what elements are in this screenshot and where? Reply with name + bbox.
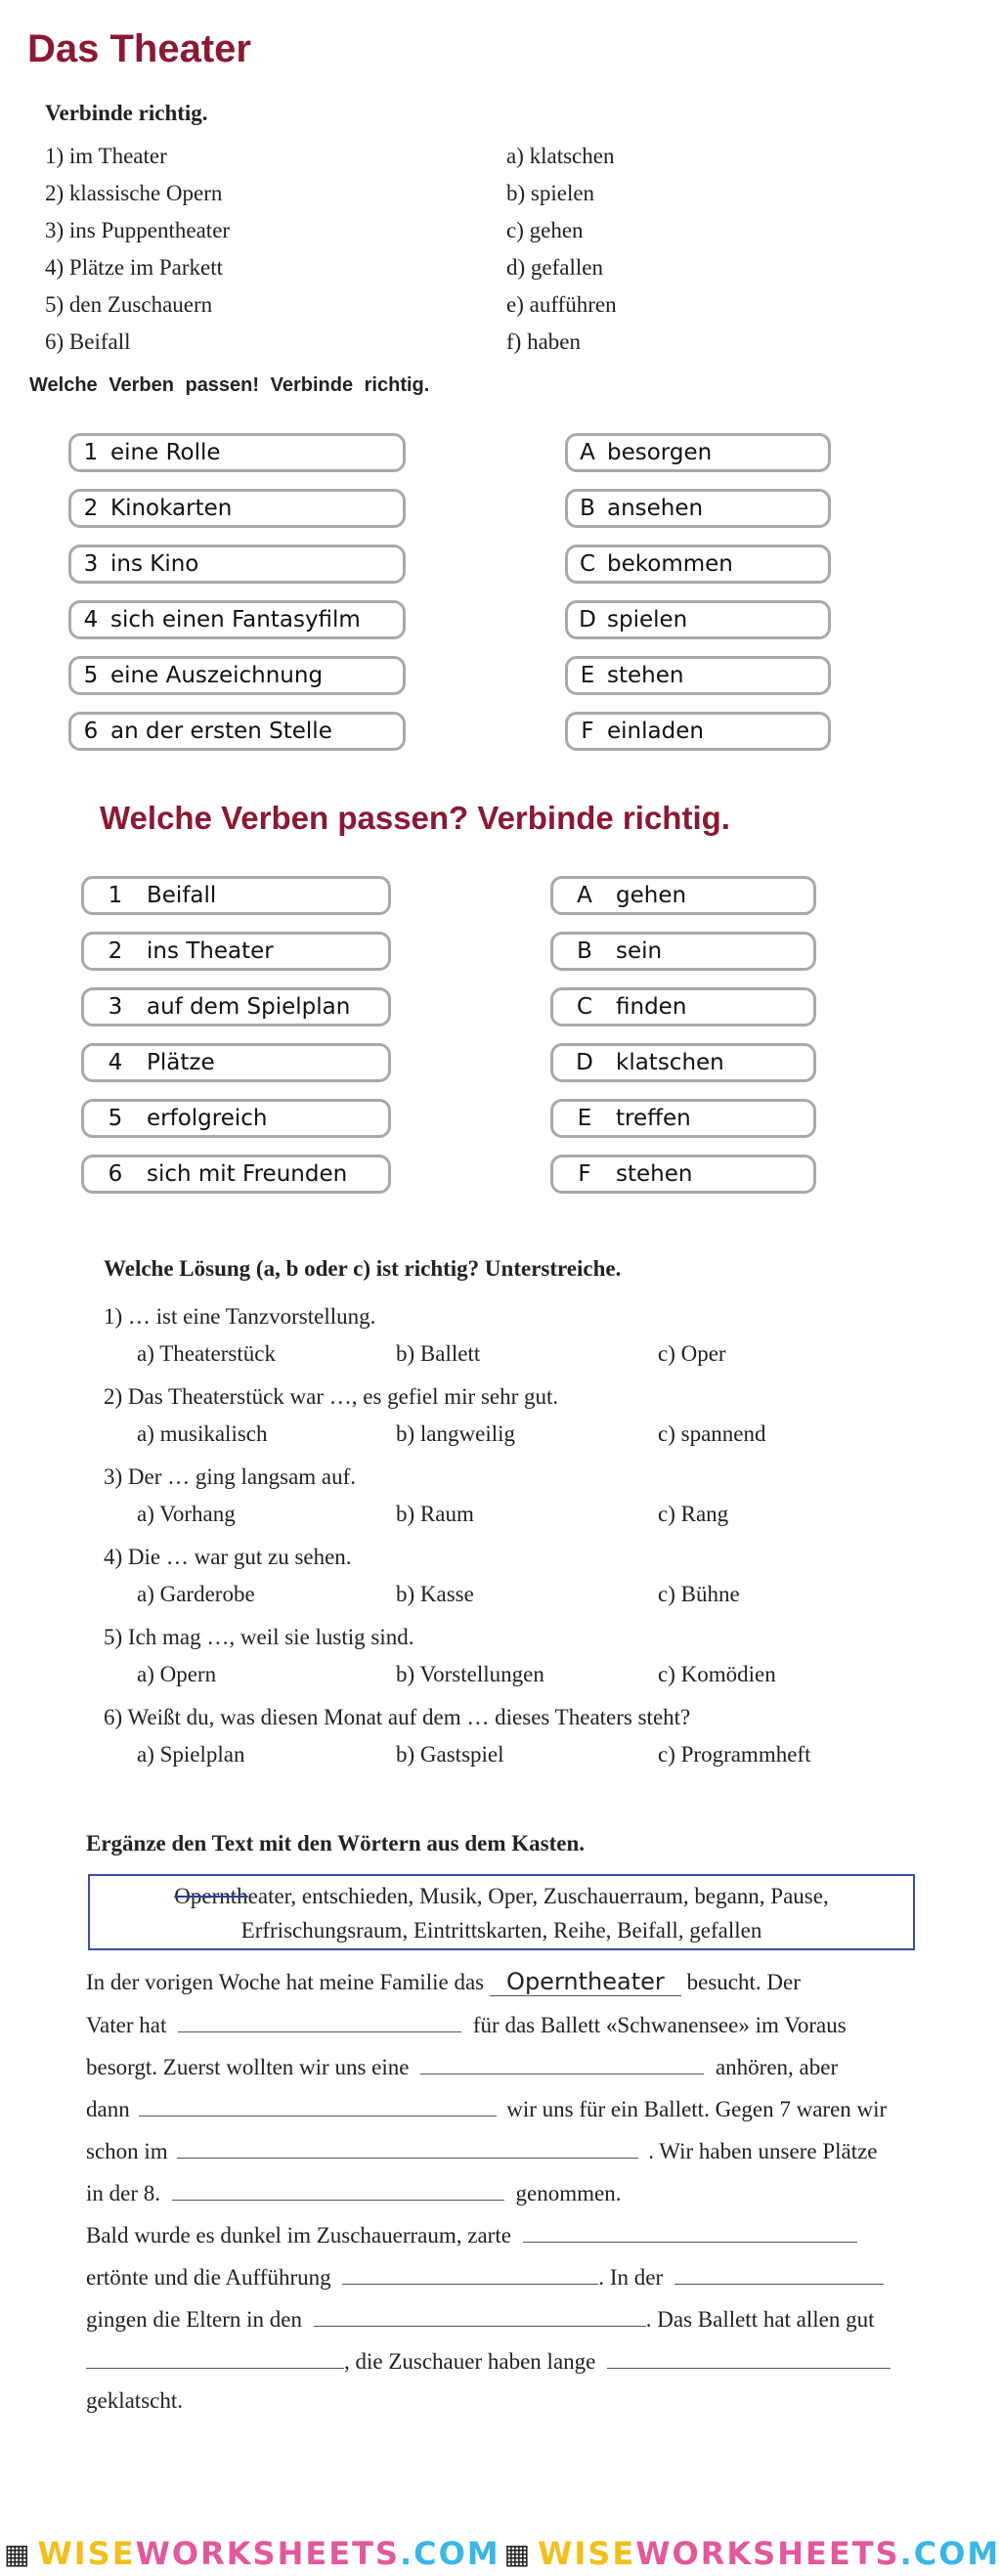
- ex2-left-box[interactable]: [68, 545, 406, 584]
- ex4-question: 2) Das Theaterstück war …, es gefiel mir sehr gut.: [104, 1384, 559, 1409]
- ex3-right-letter: B: [577, 939, 592, 964]
- ex3-right-box[interactable]: [550, 932, 816, 971]
- ex3-right-box[interactable]: [550, 876, 816, 915]
- ex3-left-num: 6: [108, 1161, 123, 1187]
- blank-input[interactable]: [314, 2304, 646, 2327]
- blank-input[interactable]: [172, 2178, 504, 2201]
- ex2-right-box[interactable]: [565, 600, 831, 639]
- text-segment: ertönte und die Aufführung: [86, 2265, 331, 2290]
- ex3-right-text: finden: [616, 994, 687, 1020]
- ex3-left-num: 3: [108, 994, 123, 1020]
- page-title: Das Theater: [27, 27, 251, 70]
- ex1-left-item: 5) den Zuschauern: [45, 292, 213, 317]
- footer-wise: WISE: [37, 2535, 136, 2572]
- ex3-right-text: treffen: [616, 1106, 691, 1131]
- ex1-right-item: d) gefallen: [506, 255, 603, 280]
- text-segment: . In der: [598, 2265, 664, 2290]
- blank-input[interactable]: [178, 2010, 461, 2032]
- ex4-option-a[interactable]: a) musikalisch: [137, 1421, 268, 1446]
- text-segment: anhören, aber: [715, 2055, 839, 2079]
- ex4-option-a[interactable]: a) Vorhang: [137, 1502, 236, 1526]
- ex2-left-text: ins Kino: [110, 551, 199, 577]
- ex3-left-text: Beifall: [147, 883, 217, 908]
- word-box-line-2: Erfrischungsraum, Eintrittskarten, Reihe, Beifall, gefallen: [240, 1918, 762, 1943]
- blank-input[interactable]: [674, 2262, 884, 2285]
- ex3-left-text: Plätze: [147, 1050, 215, 1075]
- footer-com: .COM: [399, 2535, 500, 2572]
- ex3-left-text: auf dem Spielplan: [147, 994, 351, 1020]
- ex4-option-c[interactable]: c) Rang: [658, 1502, 729, 1526]
- text-segment: schon im: [86, 2139, 168, 2163]
- ex3-heading: Welche Verben passen? Verbinde richtig.: [100, 800, 730, 836]
- word-box-line-1: [90, 1879, 913, 1913]
- ex2-right-box[interactable]: [565, 489, 831, 528]
- ex4-option-c[interactable]: c) Programmheft: [658, 1742, 811, 1767]
- text-segment: wir uns für ein Ballett. Gegen 7 waren wir: [506, 2097, 888, 2121]
- ex2-right-text: bekommen: [607, 551, 733, 577]
- wiseworksheets-logo-icon: ▦: [4, 2537, 32, 2570]
- ex1-right-item: a) klatschen: [506, 144, 615, 168]
- ex2-right-box[interactable]: [565, 656, 831, 695]
- ex3-right-box[interactable]: [550, 987, 816, 1026]
- text-line-6: [86, 2178, 621, 2206]
- text-line-3: [86, 2052, 838, 2080]
- ex1-left-item: 6) Beifall: [45, 329, 131, 354]
- word-box: [88, 1874, 915, 1950]
- text-line-1: [86, 1968, 801, 1996]
- ex2-right-box[interactable]: [565, 545, 831, 584]
- ex4-option-b[interactable]: b) Gastspiel: [396, 1742, 504, 1767]
- ex4-option-c[interactable]: c) Oper: [658, 1341, 726, 1366]
- text-segment: . Das Ballett hat allen gut: [645, 2307, 875, 2332]
- text-segment: , die Zuschauer haben lange: [344, 2349, 596, 2374]
- ex2-left-text: an der ersten Stelle: [110, 719, 332, 744]
- ex4-instruction: Welche Lösung (a, b oder c) ist richtig? Unterstreiche.: [104, 1256, 622, 1281]
- ex2-right-text: einladen: [607, 719, 704, 744]
- text-segment: Bald wurde es dunkel im Zuschauerraum, zarte: [86, 2223, 511, 2248]
- text-segment: besorgt. Zuerst wollten wir uns eine: [86, 2055, 410, 2079]
- ex2-instruction: Welche Verben passen! Verbinde richtig.: [29, 374, 430, 396]
- footer-worksheets: WORKSHEETS: [635, 2535, 900, 2572]
- ex4-question: 3) Der … ging langsam auf.: [104, 1464, 357, 1489]
- ex3-right-text: stehen: [616, 1161, 693, 1187]
- ex1-right-item: e) aufführen: [506, 292, 617, 317]
- text-segment: in der 8.: [86, 2181, 161, 2205]
- ex4-option-b[interactable]: b) Raum: [396, 1502, 474, 1526]
- text-line-9: [86, 2304, 875, 2333]
- text-segment: Vater hat: [86, 2013, 167, 2037]
- blank-input[interactable]: [607, 2346, 891, 2369]
- ex4-option-a[interactable]: a) Garderobe: [137, 1582, 255, 1606]
- footer-watermark: [0, 2535, 1000, 2572]
- ex2-right-box[interactable]: [565, 712, 831, 751]
- ex2-left-box[interactable]: [68, 433, 406, 472]
- ex3-left-box[interactable]: [81, 987, 391, 1026]
- ex2-left-num: 5: [83, 663, 99, 688]
- ex4-question: 6) Weißt du, was diesen Monat auf dem … dieses Theaters steht?: [104, 1705, 691, 1729]
- struck-word: Opernth: [174, 1884, 248, 1908]
- text-segment: gingen die Eltern in den: [86, 2307, 302, 2332]
- blank-input[interactable]: [139, 2094, 497, 2117]
- ex3-right-text: sein: [616, 939, 663, 964]
- ex5-instruction: Ergänze den Text mit den Wörtern aus dem Kasten.: [86, 1831, 586, 1856]
- ex2-right-box[interactable]: [565, 433, 831, 472]
- ex3-right-letter: C: [576, 994, 593, 1020]
- text-line-2: [86, 2010, 847, 2038]
- ex2-left-box[interactable]: [68, 489, 406, 528]
- ex1-left-item: 2) klassische Opern: [45, 181, 223, 205]
- ex3-left-box[interactable]: [81, 1099, 391, 1138]
- ex2-right-text: besorgen: [607, 440, 713, 465]
- ex3-right-letter: D: [576, 1050, 593, 1075]
- ex2-left-text: eine Rolle: [110, 440, 221, 465]
- ex4-option-c[interactable]: c) Bühne: [658, 1582, 740, 1606]
- ex3-left-num: 5: [108, 1106, 123, 1131]
- ex3-right-letter: A: [577, 883, 592, 908]
- ex3-left-box[interactable]: [81, 876, 391, 915]
- ex2-right-text: ansehen: [607, 496, 704, 521]
- ex4-option-b[interactable]: b) Ballett: [396, 1341, 481, 1366]
- ex1-left-item: 4) Plätze im Parkett: [45, 255, 224, 280]
- text-segment: dann: [86, 2097, 130, 2121]
- ex2-right-letter: C: [579, 551, 596, 577]
- text-segment: besucht. Der: [686, 1970, 801, 1994]
- ex2-right-letter: E: [580, 663, 595, 688]
- ex2-left-box[interactable]: [68, 656, 406, 695]
- ex2-left-text: sich einen Fantasyfilm: [110, 607, 361, 633]
- ex4-option-a[interactable]: a) Spielplan: [137, 1742, 245, 1767]
- blank-input[interactable]: [342, 2262, 598, 2285]
- ex4-question: 4) Die … war gut zu sehen.: [104, 1545, 352, 1569]
- ex2-left-text: Kinokarten: [110, 496, 233, 521]
- ex2-left-text: eine Auszeichnung: [110, 663, 324, 688]
- ex2-right-letter: A: [580, 440, 595, 465]
- ex3-left-box[interactable]: [81, 1155, 391, 1194]
- ex4-option-b[interactable]: b) Kasse: [396, 1582, 474, 1606]
- ex2-left-num: 4: [83, 607, 99, 633]
- blank-input[interactable]: [86, 2346, 344, 2369]
- ex3-left-text: ins Theater: [147, 939, 274, 964]
- ex3-right-box[interactable]: [550, 1043, 816, 1082]
- ex2-right-letter: F: [581, 719, 594, 744]
- ex2-left-box[interactable]: [68, 712, 406, 751]
- ex3-right-box[interactable]: [550, 1099, 816, 1138]
- ex1-right-item: f) haben: [506, 329, 581, 354]
- ex1-left-list: [45, 144, 230, 367]
- ex4-question: 1) … ist eine Tanzvorstellung.: [104, 1304, 376, 1329]
- text-line-5: [86, 2136, 878, 2164]
- footer-worksheets: WORKSHEETS: [135, 2535, 400, 2572]
- ex3-left-text: sich mit Freunden: [147, 1161, 348, 1187]
- ex3-right-letter: E: [577, 1106, 592, 1131]
- ex2-right-text: spielen: [607, 607, 688, 633]
- text-segment: In der vorigen Woche hat meine Familie das: [86, 1970, 485, 1994]
- ex2-right-letter: B: [580, 496, 595, 521]
- ex4-option-b[interactable]: b) langweilig: [396, 1421, 515, 1446]
- ex4-option-a[interactable]: a) Theaterstück: [137, 1341, 276, 1366]
- ex1-left-item: 1) im Theater: [45, 144, 167, 168]
- ex3-right-box[interactable]: [550, 1155, 816, 1194]
- ex4-question: 5) Ich mag …, weil sie lustig sind.: [104, 1625, 414, 1649]
- blank-input[interactable]: [523, 2220, 857, 2243]
- text-line-10: [86, 2346, 891, 2375]
- text-line-4: [86, 2094, 887, 2122]
- text-line-11: [86, 2388, 183, 2414]
- ex4-option-a[interactable]: a) Opern: [137, 1662, 217, 1686]
- filled-blank[interactable]: Operntheater: [490, 1968, 681, 1996]
- ex3-right-letter: F: [578, 1161, 591, 1187]
- ex4-option-c[interactable]: c) spannend: [658, 1421, 766, 1446]
- ex2-left-num: 6: [83, 719, 99, 744]
- text-segment: . Wir haben unsere Plätze: [648, 2139, 878, 2163]
- ex3-left-box[interactable]: [81, 932, 391, 971]
- ex1-right-list: [506, 144, 617, 367]
- blank-input[interactable]: [177, 2136, 638, 2159]
- ex1-left-item: 3) ins Puppentheater: [45, 218, 231, 242]
- ex4-option-b[interactable]: b) Vorstellungen: [396, 1662, 544, 1686]
- ex3-left-num: 2: [108, 939, 123, 964]
- text-segment: geklatscht.: [86, 2388, 183, 2413]
- footer-wise: WISE: [538, 2535, 636, 2572]
- ex2-right-text: stehen: [607, 663, 684, 688]
- ex3-left-num: 4: [108, 1050, 123, 1075]
- ex3-left-text: erfolgreich: [147, 1106, 268, 1131]
- ex3-left-box[interactable]: [81, 1043, 391, 1082]
- ex3-right-text: klatschen: [616, 1050, 724, 1075]
- ex2-left-num: 3: [83, 551, 99, 577]
- text-line-7: [86, 2220, 857, 2249]
- ex3-left-num: 1: [108, 883, 123, 908]
- word-box-line-1-rest: eater, entschieden, Musik, Oper, Zuschauerraum, begann, Pause,: [247, 1884, 829, 1908]
- ex1-right-item: c) gehen: [506, 218, 584, 242]
- ex2-left-num: 1: [83, 440, 99, 465]
- text-line-8: [86, 2262, 884, 2291]
- ex2-right-letter: D: [579, 607, 596, 633]
- ex1-instruction: Verbinde richtig.: [45, 101, 208, 125]
- ex3-right-text: gehen: [616, 883, 687, 908]
- text-segment: genommen.: [515, 2181, 622, 2205]
- ex4-option-c[interactable]: c) Komödien: [658, 1662, 776, 1686]
- ex2-left-box[interactable]: [68, 600, 406, 639]
- blank-input[interactable]: [420, 2052, 704, 2074]
- text-segment: für das Ballett «Schwanensee» im Voraus: [472, 2013, 847, 2037]
- footer-com: .COM: [899, 2535, 1000, 2572]
- ex1-right-item: b) spielen: [506, 181, 595, 205]
- ex2-left-num: 2: [83, 496, 99, 521]
- wiseworksheets-logo-icon: ▦: [503, 2537, 533, 2570]
